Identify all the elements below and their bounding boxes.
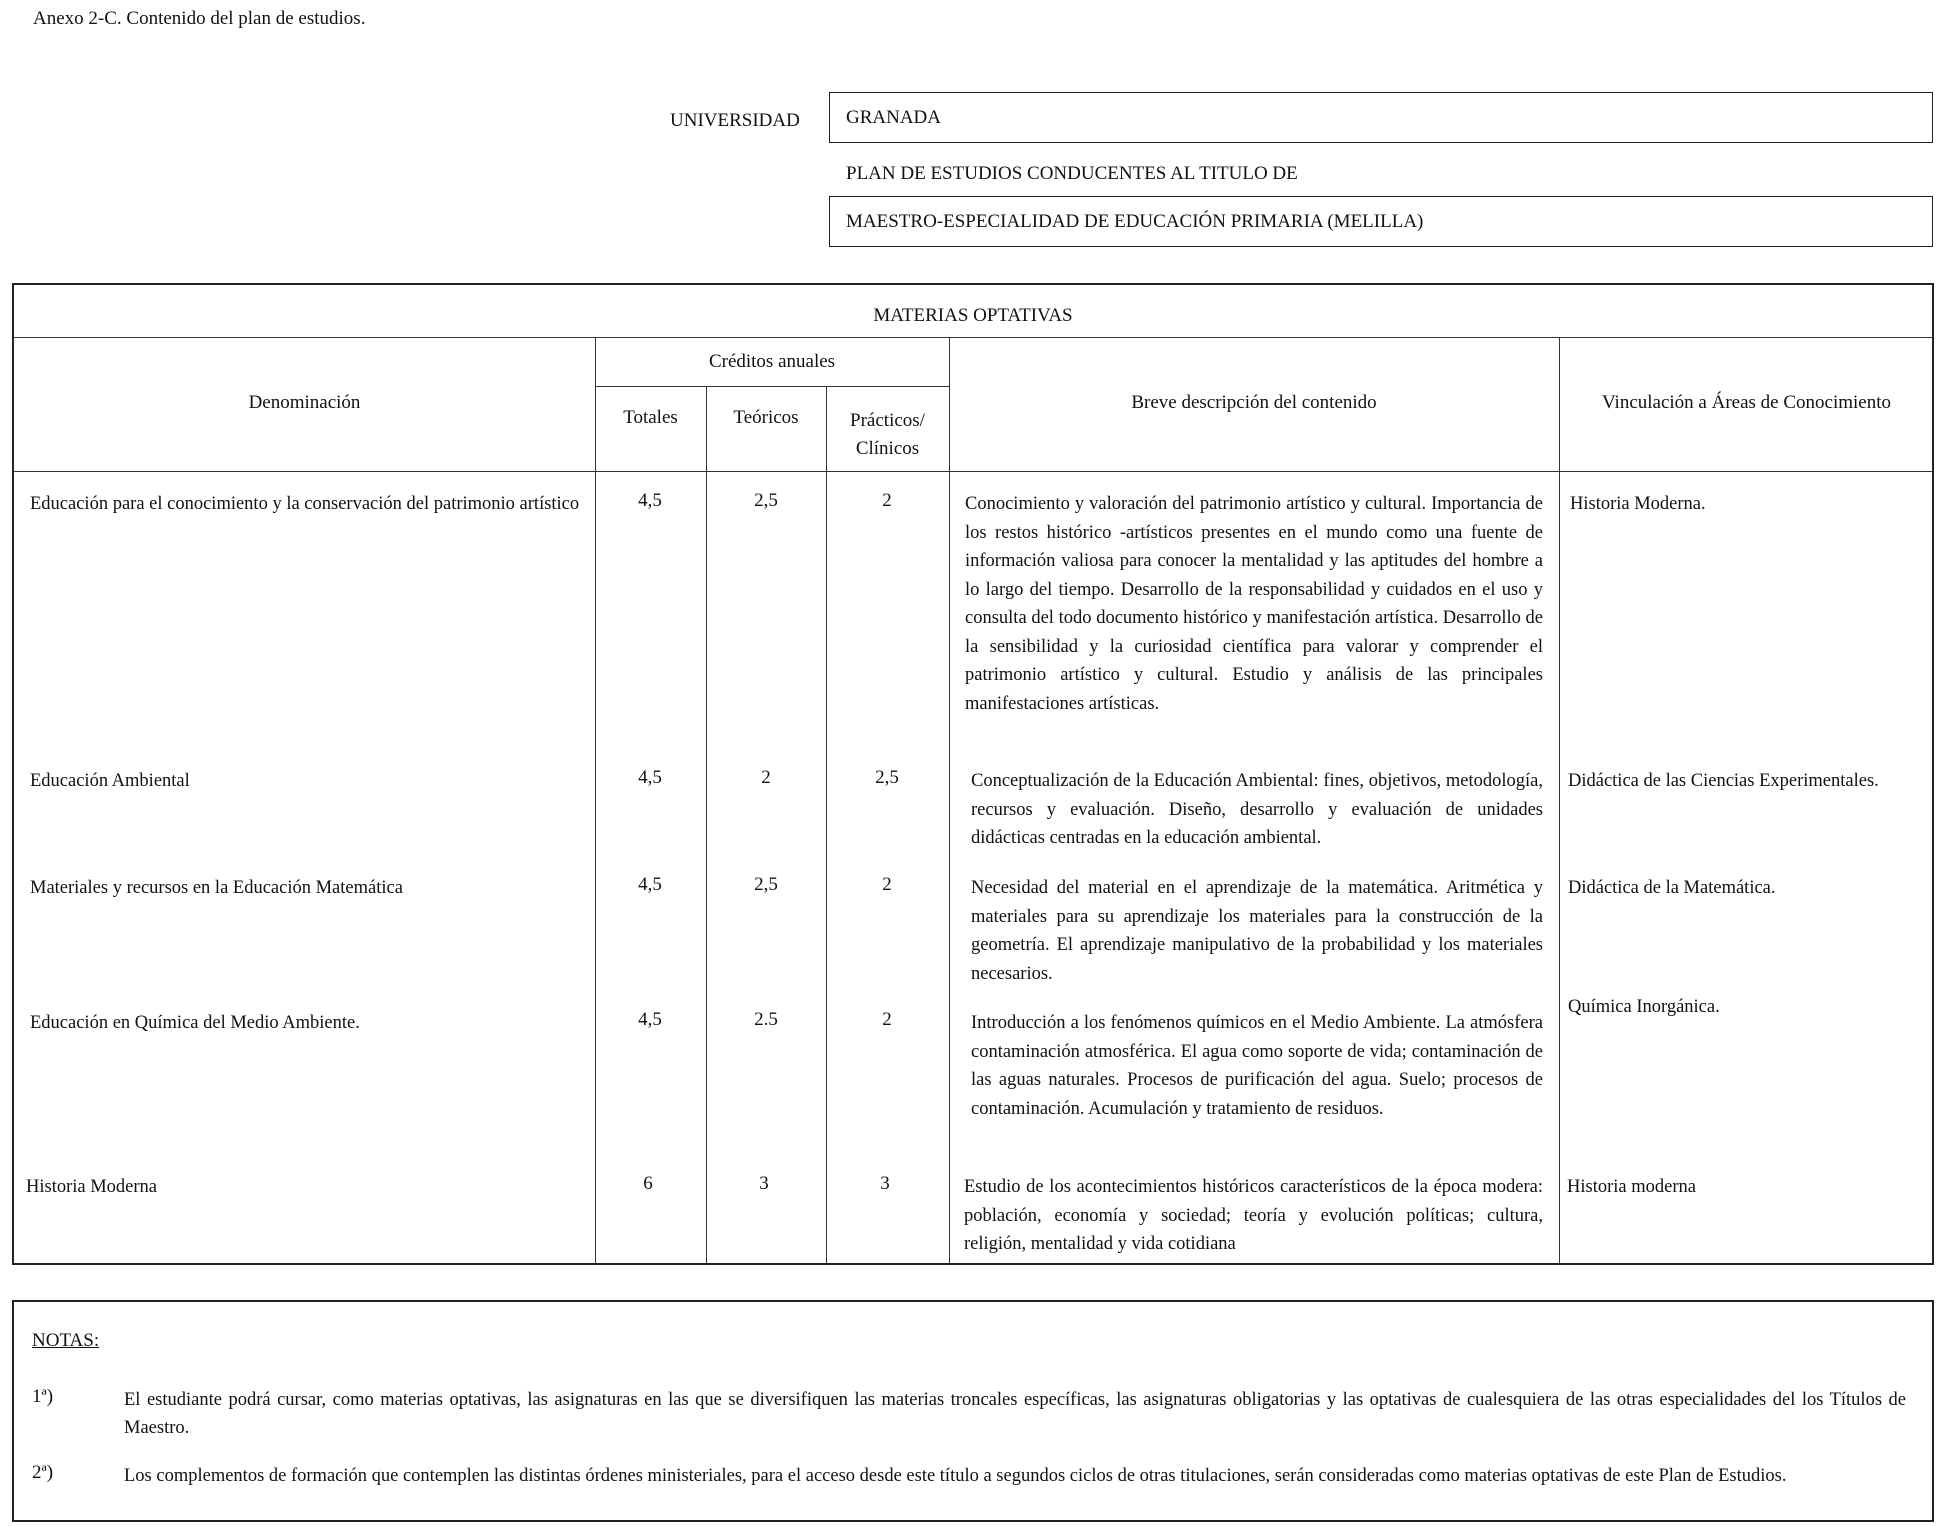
row-practicos: 2,5 [875, 767, 899, 788]
divider [595, 386, 949, 387]
divider [1559, 337, 1560, 1263]
row-name: Historia Moderna [26, 1177, 158, 1197]
row-area: Historia Moderna. [1570, 494, 1706, 514]
row-totales: 4,5 [638, 874, 662, 895]
divider [595, 337, 596, 1263]
row-practicos: 3 [880, 1173, 890, 1194]
divider [826, 386, 827, 1263]
annex-title: Anexo 2-C. Contenido del plan de estudios. [33, 8, 366, 29]
row-name: Educación Ambiental [30, 771, 190, 791]
row-area: Historia moderna [1567, 1177, 1696, 1197]
row-name: Educación en Química del Medio Ambiente. [30, 1013, 360, 1033]
row-totales: 4,5 [638, 1009, 662, 1030]
degree-value: MAESTRO-ESPECIALIDAD DE EDUCACIÓN PRIMARIA (MELILLA) [846, 210, 1424, 232]
note-number: 2ª) [32, 1462, 54, 1483]
notes-title: NOTAS: [32, 1330, 100, 1351]
row-totales: 6 [643, 1173, 653, 1194]
row-teoricos: 2,5 [754, 874, 778, 895]
university-value: GRANADA [846, 106, 941, 128]
header-practicos-line1: Prácticos/ [850, 410, 925, 431]
university-box [829, 92, 1933, 143]
note-text: El estudiante podrá cursar, como materias optativas, las asignaturas en las que se diversifiquen las materias troncales específicas, las asignaturas obligatorias y las optativas de cualesquiera de las otras especialidades del los Títulos de Maestro. [124, 1390, 1906, 1438]
degree-box [829, 196, 1933, 247]
table-title: MATERIAS OPTATIVAS [873, 305, 1073, 326]
note-text: Los complementos de formación que contemplen las distintas órdenes ministeriales, para el acceso desde este título a segundos ciclos de otras titulaciones, serán consideradas como materias optativas de este Plan de Estudios. [124, 1466, 1787, 1486]
plan-line: PLAN DE ESTUDIOS CONDUCENTES AL TITULO DE [846, 163, 1298, 184]
university-label: UNIVERSIDAD [670, 110, 800, 131]
row-teoricos: 2.5 [754, 1009, 778, 1030]
row-practicos: 2 [882, 874, 892, 895]
header-practicos-line2: Clínicos [855, 438, 920, 459]
header-totales: Totales [623, 407, 678, 428]
header-teoricos: Teóricos [733, 407, 799, 428]
row-description: Conocimiento y valoración del patrimonio artístico y cultural. Importancia de los restos histórico -artísticos presentes en el mundo como una fuente de información valiosa para conocer la mentalidad y las aptitudes del hombre a lo largo del tiempo. Desarrollo de la responsabilidad y cuidados en el uso y consulta del todo documento histórico y manifestación artística. Desarrollo de la sensibilidad y la curiosidad científica para valorar y comprender el patrimonio artístico y cultural. Estudio y análisis de las principales manifestaciones artísticas. [965, 494, 1543, 714]
row-name: Educación para el conocimiento y la conservación del patrimonio artístico [30, 494, 580, 514]
row-name: Materiales y recursos en la Educación Matemática [30, 878, 403, 898]
row-teoricos: 2 [761, 767, 771, 788]
divider [949, 337, 950, 1263]
divider [14, 337, 1932, 338]
notes-box [12, 1300, 1934, 1522]
materias-table [12, 283, 1934, 1265]
note-number: 1ª) [32, 1386, 54, 1407]
header-creditos: Créditos anuales [708, 351, 836, 372]
divider [706, 386, 707, 1263]
row-totales: 4,5 [638, 767, 662, 788]
header-vinculacion: Vinculación a Áreas de Conocimiento [1601, 392, 1892, 413]
row-area: Didáctica de la Matemática. [1568, 878, 1776, 898]
header-descripcion: Breve descripción del contenido [1131, 392, 1377, 413]
row-practicos: 2 [882, 490, 892, 511]
header-practicos [826, 407, 949, 463]
row-description: Estudio de los acontecimientos históricos característicos de la época modera: población, economía y sociedad; teoría y evolución políticas; cultura, religión, mentalidad y vida cotidiana [964, 1177, 1543, 1254]
row-teoricos: 3 [759, 1173, 769, 1194]
divider [14, 471, 1932, 472]
row-description: Necesidad del material en el aprendizaje de la matemática. Aritmética y materiales para su aprendizaje los materiales para la construcción de la geometría. El aprendizaje manipulativo de la probabilidad y los materiales necesarios. [971, 878, 1543, 984]
row-totales: 4,5 [638, 490, 662, 511]
row-area: Química Inorgánica. [1568, 997, 1720, 1017]
row-description: Conceptualización de la Educación Ambiental: fines, objetivos, metodología, recursos y evaluación. Diseño, desarrollo y evaluación de unidades didácticas centradas en la educación ambiental. [971, 771, 1543, 848]
row-area: Didáctica de las Ciencias Experimentales. [1568, 771, 1879, 791]
row-practicos: 2 [882, 1009, 892, 1030]
row-description: Introducción a los fenómenos químicos en el Medio Ambiente. La atmósfera contaminación atmosférica. El agua como soporte de vida; contaminación de las aguas naturales. Procesos de purificación del agua. Suelo; procesos de contaminación. Acumulación y tratamiento de residuos. [971, 1013, 1543, 1119]
header-denominacion: Denominación [248, 392, 361, 413]
row-teoricos: 2,5 [754, 490, 778, 511]
